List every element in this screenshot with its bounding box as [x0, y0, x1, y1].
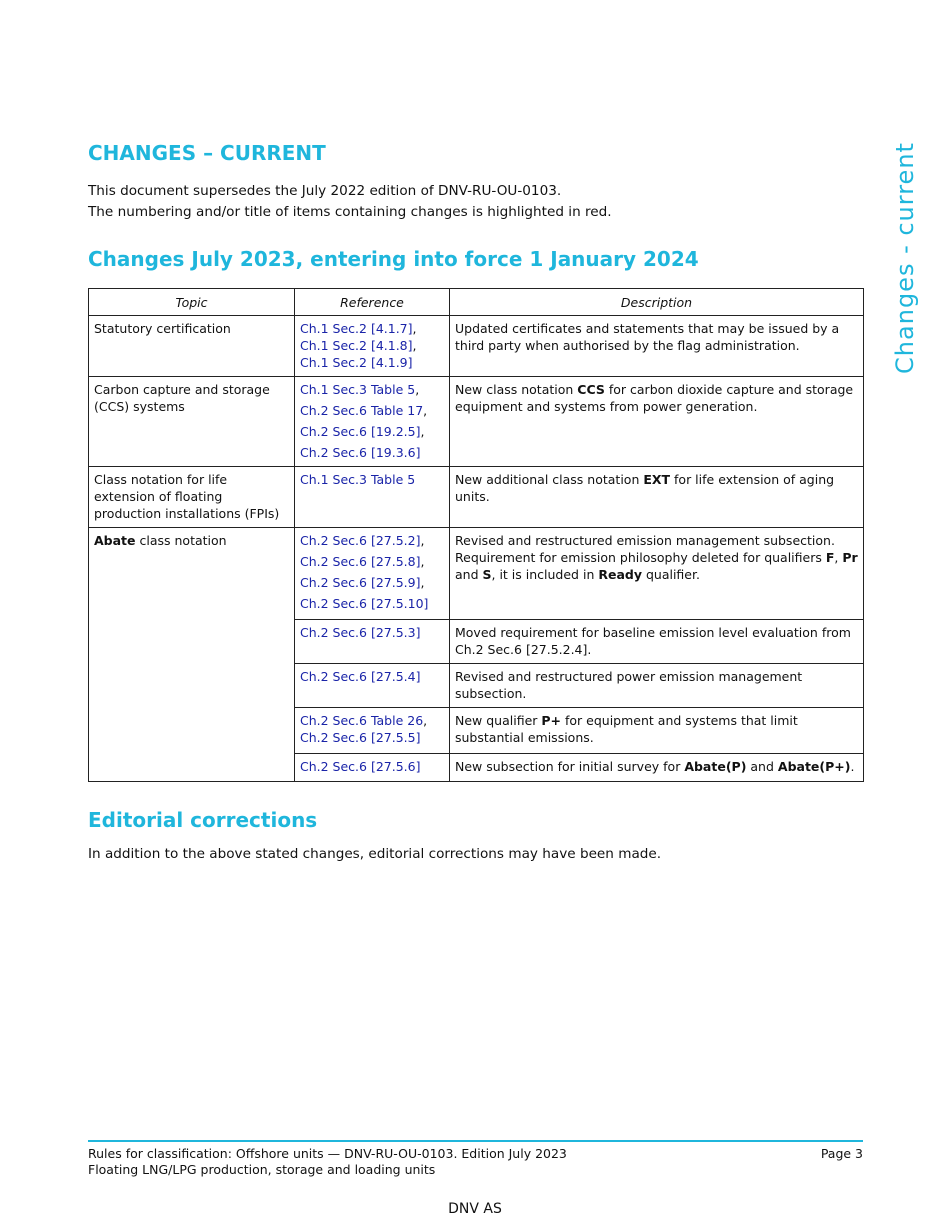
header-reference: Reference	[295, 289, 450, 316]
topic-cell: Statutory certification	[89, 316, 295, 377]
table-row	[89, 377, 864, 467]
ref-separator: ,	[420, 554, 425, 569]
footer-document-subtitle: Floating LNG/LPG production, storage and loading units	[88, 1162, 436, 1177]
description-cell	[450, 377, 864, 467]
description-text: for equipment and systems that limit substantial emissions.	[455, 713, 798, 745]
intro-line-1: This document supersedes the July 2022 edition of DNV-RU-OU-0103.	[88, 183, 562, 199]
side-tab-label: Changes - current	[891, 141, 920, 374]
ref-separator: ,	[412, 338, 417, 353]
description-cell: Moved requirement for baseline emission level evaluation from Ch.2 Sec.6 [27.5.2.4].	[450, 620, 864, 664]
footer-left	[88, 1146, 567, 1178]
notation-ccs: CCS	[577, 382, 605, 397]
reference-link[interactable]: Ch.1 Sec.2 [4.1.7]	[300, 321, 413, 336]
topic-cell: Carbon capture and storage (CCS) systems	[89, 377, 295, 467]
reference-cell	[295, 620, 450, 664]
editorial-heading: Editorial corrections	[88, 808, 318, 832]
footer-divider	[88, 1140, 863, 1142]
description-text: and	[455, 567, 483, 582]
side-tab	[890, 141, 920, 374]
notation-abate-p-plus: Abate(P+)	[777, 759, 851, 774]
company-name: DNV AS	[448, 1201, 502, 1217]
topic-text: class notation	[135, 533, 227, 548]
description-text: New additional class notation	[455, 472, 644, 487]
table-row	[89, 467, 864, 528]
description-text: .	[850, 759, 855, 774]
editorial-text: In addition to the above stated changes, editorial corrections may have been made.	[88, 846, 662, 862]
ref-separator: ,	[420, 424, 425, 439]
reference-link[interactable]: Ch.2 Sec.6 [19.2.5]	[300, 424, 421, 439]
description-cell	[450, 754, 864, 782]
reference-link[interactable]: Ch.1 Sec.3 Table 5	[300, 472, 416, 487]
description-text: , it is included in	[491, 567, 599, 582]
page-title: CHANGES – CURRENT	[88, 141, 326, 165]
description-text: New qualifier	[455, 713, 542, 728]
qualifier-pr: Pr	[842, 550, 858, 565]
reference-link[interactable]: Ch.2 Sec.6 [27.5.6]	[300, 759, 421, 774]
intro	[88, 181, 612, 223]
description-cell	[450, 467, 864, 528]
qualifier-p-plus: P+	[541, 713, 562, 728]
description-text: ,	[834, 550, 843, 565]
reference-link[interactable]: Ch.2 Sec.6 Table 17	[300, 403, 424, 418]
topic-cell-abate	[89, 528, 295, 782]
header-topic: Topic	[89, 289, 295, 316]
description-text: New subsection for initial survey for	[455, 759, 685, 774]
notation-abate-p: Abate(P)	[684, 759, 747, 774]
notation-ext: EXT	[643, 472, 671, 487]
reference-link[interactable]: Ch.1 Sec.3 Table 5	[300, 382, 416, 397]
page-number: Page 3	[820, 1146, 863, 1161]
description-cell	[450, 528, 864, 620]
table-row	[89, 316, 864, 377]
reference-link[interactable]: Ch.2 Sec.6 [27.5.10]	[300, 596, 429, 611]
table-header-row	[89, 289, 864, 316]
reference-cell	[295, 664, 450, 708]
reference-link[interactable]: Ch.2 Sec.6 Table 26	[300, 713, 424, 728]
notation-abate: Abate	[94, 533, 136, 548]
qualifier-f: F	[825, 550, 835, 565]
reference-link[interactable]: Ch.1 Sec.2 [4.1.9]	[300, 355, 413, 370]
reference-link[interactable]: Ch.2 Sec.6 [27.5.3]	[300, 625, 421, 640]
description-text: for carbon dioxide capture and storage equipment and systems from power generation.	[455, 382, 854, 414]
reference-link[interactable]: Ch.2 Sec.6 [27.5.8]	[300, 554, 421, 569]
reference-link[interactable]: Ch.2 Sec.6 [27.5.9]	[300, 575, 421, 590]
reference-link[interactable]: Ch.2 Sec.6 [27.5.5]	[300, 730, 421, 745]
reference-cell	[295, 316, 450, 377]
reference-link[interactable]: Ch.2 Sec.6 [19.3.6]	[300, 445, 421, 460]
qualifier-s: S	[482, 567, 492, 582]
table-row	[89, 528, 864, 620]
description-text: qualifier.	[641, 567, 700, 582]
footer-document-title: Rules for classification: Offshore units — DNV-RU-OU-0103. Edition July 2023	[88, 1146, 567, 1161]
reference-link[interactable]: Ch.1 Sec.2 [4.1.8]	[300, 338, 413, 353]
reference-cell	[295, 754, 450, 782]
changes-heading: Changes July 2023, entering into force 1 January 2024	[88, 247, 699, 271]
topic-cell: Class notation for life extension of floating production installations (FPIs)	[89, 467, 295, 528]
description-text: and	[746, 759, 778, 774]
ref-separator: ,	[420, 533, 425, 548]
header-description: Description	[450, 289, 864, 316]
description-text: for life extension of aging units.	[455, 472, 835, 504]
description-text: Revised and restructured emission management subsection. Requirement for emission philosophy deleted for qualifiers	[455, 533, 835, 565]
description-cell: Updated certificates and statements that may be issued by a third party when authorised by the flag administration.	[450, 316, 864, 377]
ref-separator: ,	[423, 713, 428, 728]
qualifier-ready: Ready	[598, 567, 642, 582]
ref-separator: ,	[423, 403, 428, 418]
reference-link[interactable]: Ch.2 Sec.6 [27.5.2]	[300, 533, 421, 548]
description-cell	[450, 708, 864, 754]
description-text: New class notation	[455, 382, 578, 397]
ref-separator: ,	[415, 382, 420, 397]
ref-separator: ,	[412, 321, 417, 336]
ref-separator: ,	[420, 575, 425, 590]
reference-cell	[295, 708, 450, 754]
intro-line-2: The numbering and/or title of items containing changes is highlighted in red.	[88, 204, 612, 220]
changes-table	[88, 288, 864, 782]
description-cell: Revised and restructured power emission management subsection.	[450, 664, 864, 708]
reference-cell	[295, 528, 450, 620]
reference-cell	[295, 377, 450, 467]
footer-right	[821, 1146, 863, 1162]
reference-link[interactable]: Ch.2 Sec.6 [27.5.4]	[300, 669, 421, 684]
reference-cell	[295, 467, 450, 528]
